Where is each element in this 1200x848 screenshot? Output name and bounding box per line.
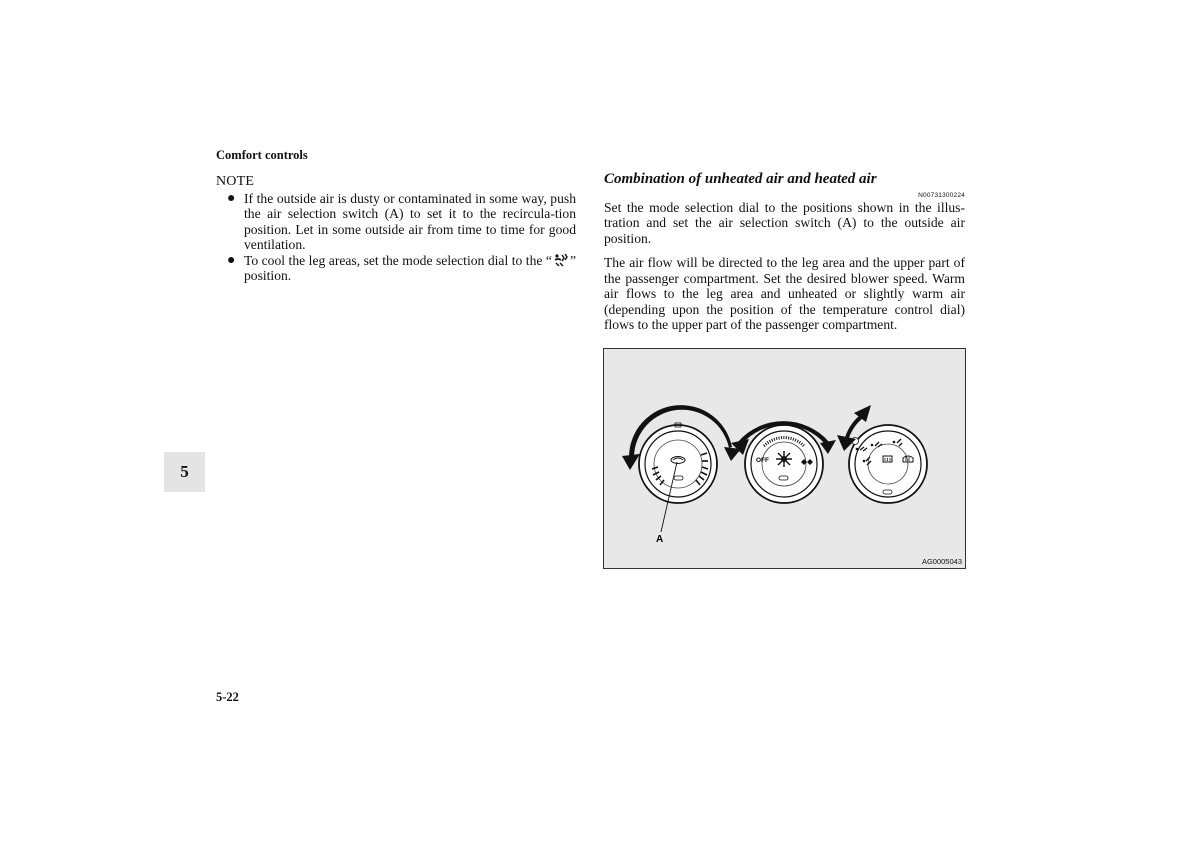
callout-a-label: A — [656, 534, 664, 545]
note-bullet-text-after: ” position. — [244, 252, 576, 283]
right-column — [604, 172, 965, 333]
foot-face-mode-icon — [552, 253, 570, 267]
off-label: OFF — [756, 457, 769, 464]
control-panel-illustration — [603, 348, 966, 569]
figure-code: AG0005043 — [921, 557, 962, 566]
bullet-dot-icon: ● — [227, 190, 236, 206]
chapter-tab — [164, 452, 205, 492]
page-number: 5-22 — [216, 690, 239, 704]
climate-dials-drawing — [604, 349, 965, 568]
reference-code: N00731300224 — [918, 191, 965, 199]
temperature-dial — [639, 423, 717, 503]
paragraph-2: The air flow will be directed to the leg area and the upper part of the passenger compartment. Set the desired blower speed. Warm air flows to the leg area and unheated or slightly warm air (depending upon the position of the temperature control dial) flows to the upper part of the passenger compartment. — [604, 255, 965, 332]
note-bullet-1 — [216, 191, 576, 253]
running-header: Comfort controls — [216, 148, 308, 162]
note-label: NOTE — [216, 174, 255, 189]
bullet-dot-icon: ● — [227, 252, 236, 268]
note-bullet-text: If the outside air is dusty or contaminated in some way, push the air selection switch (A) to set it to the recircula-tion position. Let in some outside air from time to time for good ventilation. — [244, 190, 576, 252]
note-bullet-text-before: To cool the leg areas, set the mode selection dial to the “ — [244, 252, 552, 268]
section-title: Combination of unheated air and heated air — [604, 171, 877, 187]
note-bullet-2 — [216, 253, 576, 284]
left-column — [216, 174, 576, 284]
paragraph-1: Set the mode selection dial to the positions shown in the illus-tration and set the air selection switch (A) to the outside air position. — [604, 199, 965, 246]
blower-dial — [745, 425, 823, 503]
fan-icon — [776, 451, 792, 467]
chapter-number: 5 — [180, 462, 189, 481]
mode-dial — [849, 425, 927, 503]
